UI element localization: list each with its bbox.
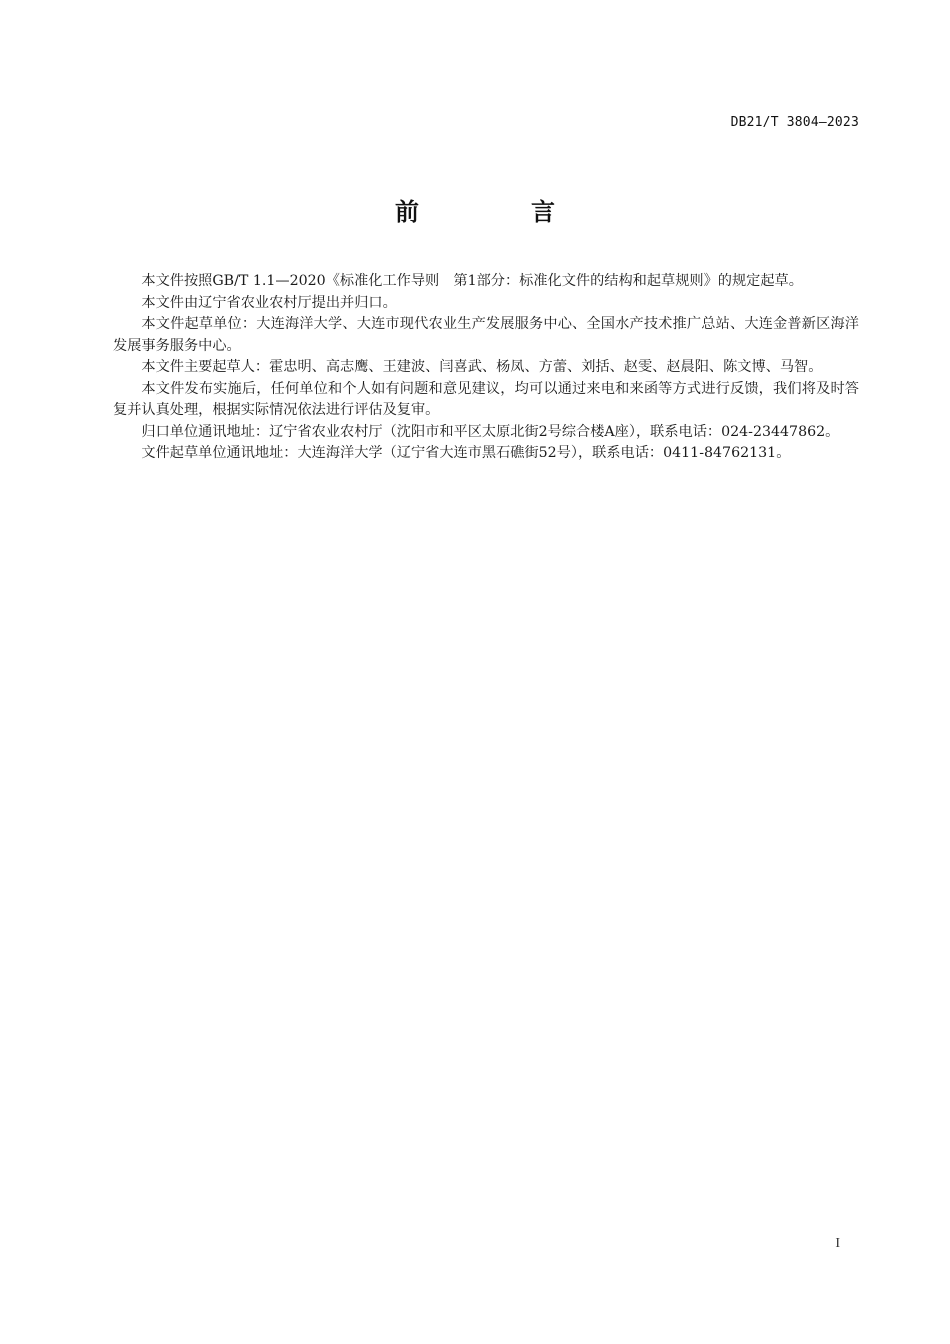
foreword-body bbox=[113, 271, 859, 465]
paragraph-authority-address: 归口单位通讯地址：辽宁省农业农村厅（沈阳市和平区太原北街2号综合楼A座），联系电话：024-23447862。 bbox=[141, 423, 840, 440]
paragraph-proposer: 本文件由辽宁省农业农村厅提出并归口。 bbox=[141, 294, 397, 311]
paragraph-drafting-units: 本文件起草单位：大连海洋大学、大连市现代农业生产发展服务中心、全国水产技术推广总站、大连金普新区海洋发展事务服务中心。 bbox=[113, 316, 859, 354]
paragraph-drafting-rules: 本文件按照GB/T 1.1—2020《标准化工作导则 第1部分：标准化文件的结构和起草规则》的规定起草。 bbox=[141, 273, 803, 289]
paragraph-drafters: 本文件主要起草人：霍忠明、高志鹰、王建波、闫喜武、杨凤、方蕾、刘括、赵雯、赵晨阳、陈文博、马智。 bbox=[141, 359, 823, 375]
section-title: 前 言 bbox=[395, 198, 599, 226]
paragraph-drafter-address: 文件起草单位通讯地址：大连海洋大学（辽宁省大连市黑石礁街52号），联系电话：0411-84762131。 bbox=[141, 445, 791, 461]
document-code: DB21/T 3804—2023 bbox=[730, 115, 859, 130]
page-number: I bbox=[835, 1236, 840, 1251]
paragraph-feedback: 本文件发布实施后，任何单位和个人如有问题和意见建议，均可以通过来电和来函等方式进行反馈，我们将及时答复并认真处理，根据实际情况依法进行评估及复审。 bbox=[113, 380, 859, 418]
